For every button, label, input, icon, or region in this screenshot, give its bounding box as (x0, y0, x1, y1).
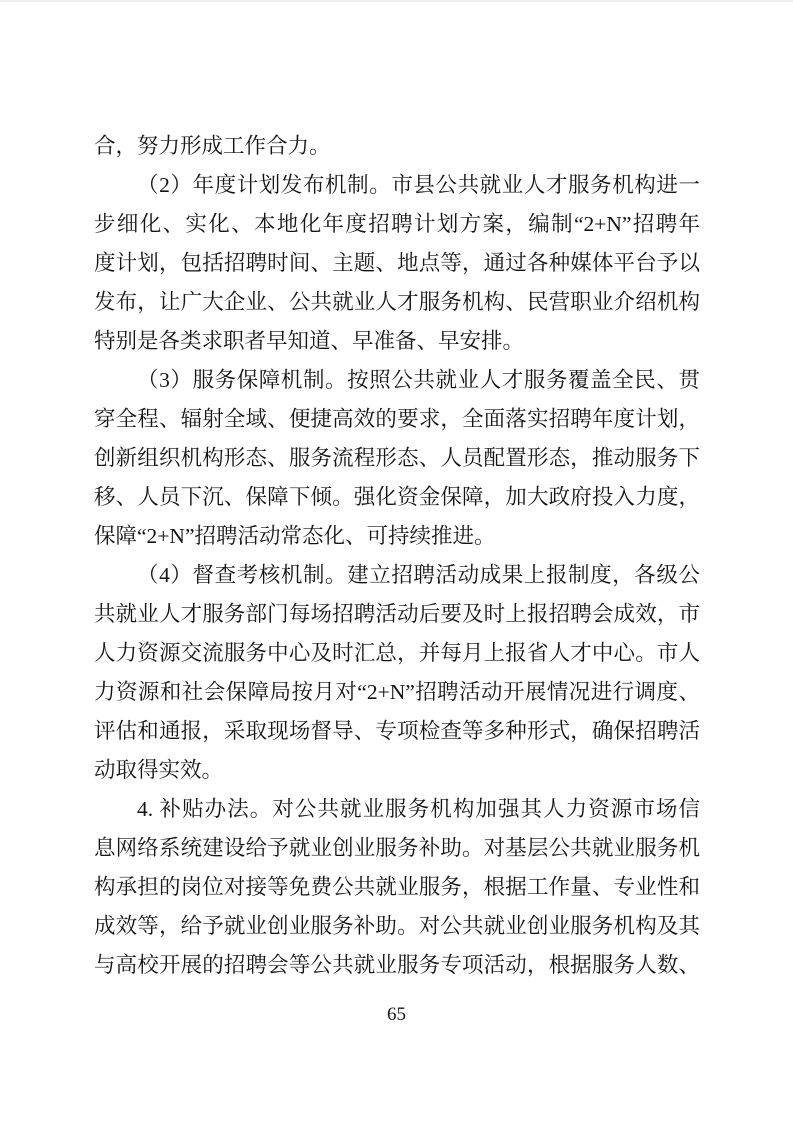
text-line: 共就业人才服务部门每场招聘活动后要及时上报招聘会成效，市 (94, 602, 700, 626)
text-line: 力资源和社会保障局按月对“2+N”招聘活动开展情况进行调度、 (94, 680, 700, 704)
text-line: 发布，让广大企业、公共就业人才服务机构、民营职业介绍机构 (94, 290, 700, 314)
text-line: 4. 补贴办法。对公共就业服务机构加强其人力资源市场信 (137, 797, 700, 821)
text-line: 与高校开展的招聘会等公共就业服务专项活动，根据服务人数、 (94, 953, 700, 977)
text-line: 息网络系统建设给予就业创业服务补助。对基层公共就业服务机 (94, 836, 700, 860)
paragraph-annual-plan-mechanism (94, 166, 700, 361)
text-line: 穿全程、辐射全域、便捷高效的要求，全面落实招聘年度计划， (94, 407, 700, 431)
text-line: 保障“2+N”招聘活动常态化、可持续推进。 (94, 524, 496, 548)
text-line: （4）督查考核机制。建立招聘活动成果上报制度，各级公 (137, 563, 700, 587)
body-text (94, 127, 700, 985)
page-number: 65 (387, 1004, 406, 1025)
text-line: 合，努力形成工作合力。 (94, 134, 331, 158)
paragraph-continuation (94, 127, 700, 166)
text-line: 构承担的岗位对接等免费公共就业服务，根据工作量、专业性和 (94, 875, 700, 899)
text-line: 评估和通报，采取现场督导、专项检查等多种形式，确保招聘活 (94, 719, 700, 743)
paragraph-supervision-assessment-mechanism (94, 556, 700, 790)
text-line: （3）服务保障机制。按照公共就业人才服务覆盖全民、贯 (137, 368, 700, 392)
text-line: （2）年度计划发布机制。市县公共就业人才服务机构进一 (137, 173, 700, 197)
text-line: 特别是各类求职者早知道、早准备、早安排。 (94, 329, 525, 353)
scan-edge (0, 0, 793, 2)
paragraph-subsidy-measures (94, 790, 700, 985)
text-line: 创新组织机构形态、服务流程形态、人员配置形态，推动服务下 (94, 446, 700, 470)
text-line: 度计划，包括招聘时间、主题、地点等，通过各种媒体平台予以 (94, 251, 700, 275)
text-line: 成效等，给予就业创业服务补助。对公共就业创业服务机构及其 (94, 914, 700, 938)
paragraph-service-guarantee-mechanism (94, 361, 700, 556)
text-line: 移、人员下沉、保障下倾。强化资金保障，加大政府投入力度， (94, 485, 700, 509)
text-line: 人力资源交流服务中心及时汇总，并每月上报省人才中心。市人 (94, 641, 700, 665)
text-line: 步细化、实化、本地化年度招聘计划方案，编制“2+N”招聘年 (94, 212, 700, 236)
text-line: 动取得实效。 (94, 758, 224, 782)
